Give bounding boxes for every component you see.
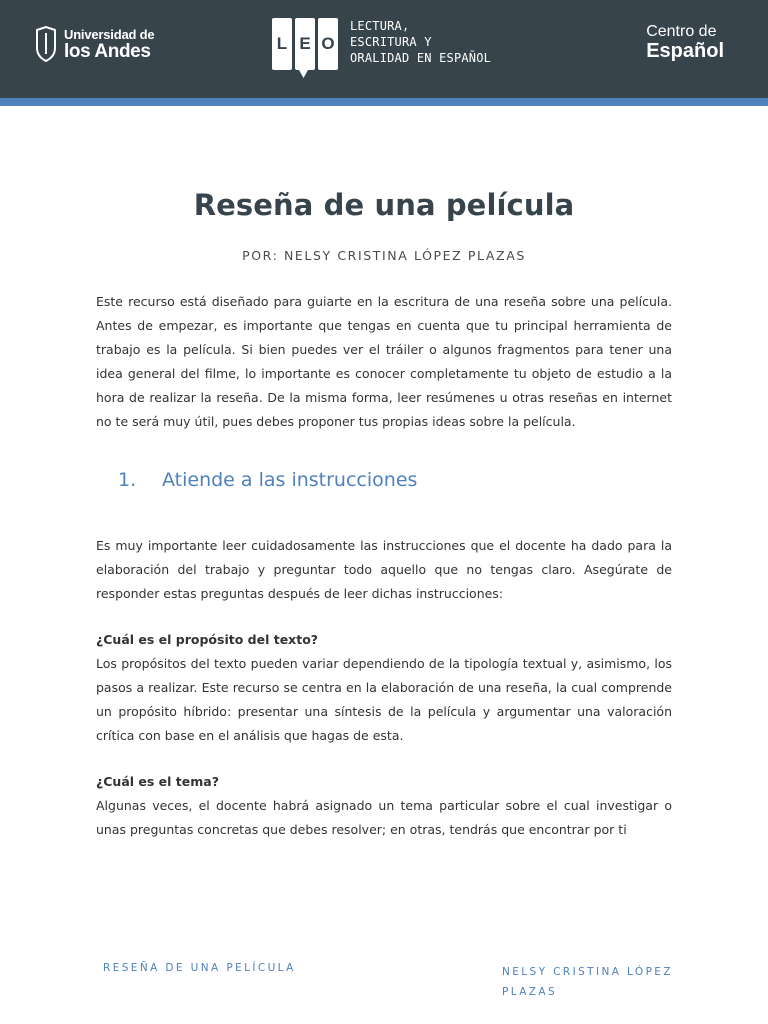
question-heading-purpose: ¿Cuál es el propósito del texto?	[96, 632, 319, 647]
section-title: Atiende a las instrucciones	[162, 469, 418, 491]
intro-paragraph: Este recurso está diseñado para guiarte en la escritura de una reseña sobre una película. Antes de empezar, es importante que tengas en cuenta que tu principal herramienta de trabajo es la película. Si bien puedes ver el tráiler o algunos fragmentos para tener una idea general del filme, lo importante es conocer completamente tu objeto de estudio a la hora de realizar la reseña. De la misma forma, leer resúmenes u otras reseñas en internet no te será muy útil, pues debes proponer tus propias ideas sobre la película.	[96, 294, 672, 429]
footer-document-title: RESEÑA DE UNA PELÍCULA	[103, 962, 296, 974]
leo-letter-o: O	[318, 18, 338, 70]
leo-line-1: LECTURA,	[350, 19, 410, 33]
centro-line1: Centro de	[646, 23, 717, 40]
centro-line2: Español	[646, 40, 724, 62]
leo-line-2: ESCRITURA Y	[350, 35, 432, 49]
header-accent-stripe	[0, 98, 768, 106]
footer-author: NELSY CRISTINA LÓPEZ PLAZAS	[502, 966, 673, 998]
section-paragraph: Es muy importante leer cuidadosamente las instrucciones que el docente ha dado para la elaboración del trabajo y preguntar todo aquello que no tengas claro. Asegúrate de responder estas preguntas después de leer dichas instrucciones:	[96, 538, 672, 601]
leo-logo	[272, 18, 491, 70]
universidad-de-los-andes-logo	[34, 26, 154, 62]
document-title: Reseña de una película	[193, 188, 575, 222]
document-author: POR: NELSY CRISTINA LÓPEZ PLAZAS	[242, 248, 526, 263]
university-name-line2: los Andes	[64, 40, 151, 62]
page-header	[0, 0, 768, 98]
leo-letter-e: E	[295, 18, 315, 70]
question-heading-topic: ¿Cuál es el tema?	[96, 774, 219, 789]
shield-icon	[34, 26, 58, 62]
leo-letter-l: L	[272, 18, 292, 70]
leo-line-3: ORALIDAD EN ESPAÑOL	[350, 51, 492, 65]
university-name-line1: Universidad de	[64, 26, 155, 42]
centro-de-espanol-logo	[646, 24, 724, 61]
question-paragraph-purpose: Los propósitos del texto pueden variar dependiendo de la tipología textual y, asimismo, los pasos a realizar. Este recurso se centra en la elaboración de una reseña, la cual comprende un propósito híbrido: presentar una síntesis de la película y argumentar una valoración crítica con base en el análisis que hagas de esta.	[96, 656, 672, 743]
section-heading	[118, 458, 672, 502]
pen-tip-icon	[299, 70, 308, 78]
section-number: 1.	[118, 469, 137, 491]
document-body	[96, 290, 672, 842]
question-paragraph-topic: Algunas veces, el docente habrá asignado un tema particular sobre el cual investigar o unas preguntas concretas que debes resolver; en otras, tendrás que encontrar por ti	[96, 798, 672, 837]
